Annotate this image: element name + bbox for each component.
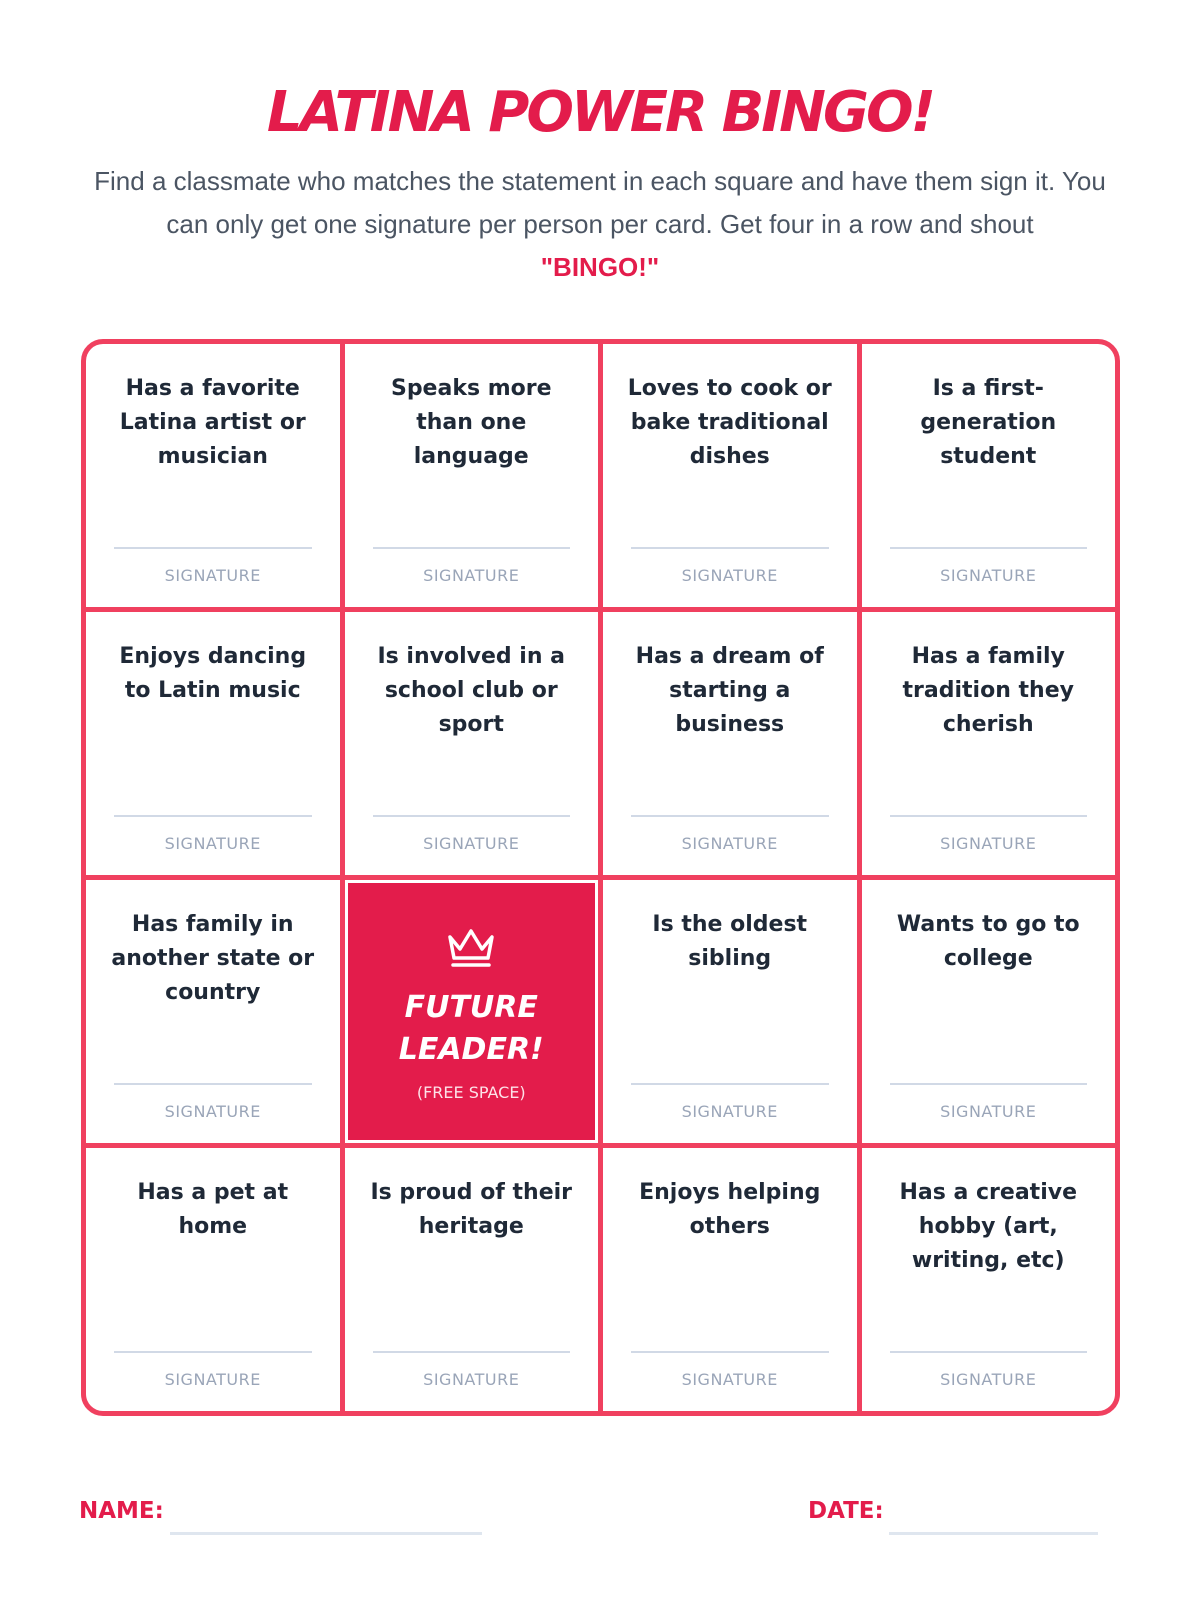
bingo-cell[interactable] [603, 612, 857, 875]
signature-line[interactable] [114, 1083, 312, 1085]
bingo-cell[interactable] [86, 1148, 340, 1411]
cell-prompt: Has a pet at home [137, 1180, 289, 1239]
signature-label: SIGNATURE [423, 834, 520, 853]
signature-label: SIGNATURE [164, 1370, 261, 1389]
name-label: NAME: [79, 1498, 164, 1524]
cell-prompt: Enjoys dancing to Latin music [119, 644, 307, 703]
signature-line[interactable] [631, 1351, 829, 1353]
signature-line[interactable] [373, 815, 571, 817]
signature-line[interactable] [631, 1083, 829, 1085]
signature-label: SIGNATURE [940, 834, 1037, 853]
signature-line[interactable] [114, 1351, 312, 1353]
bingo-cell[interactable] [862, 344, 1116, 607]
page-title: LATINA POWER BINGO! [266, 80, 934, 145]
free-space-subtitle: (FREE SPACE) [416, 1083, 526, 1102]
cell-prompt: Has a favorite Latina artist or musician [119, 376, 306, 469]
cell-prompt: Has a dream of starting a business [635, 644, 824, 737]
bingo-cell[interactable] [603, 1148, 857, 1411]
cell-prompt: Has a family tradition they cherish [902, 644, 1074, 737]
bingo-cell[interactable] [345, 344, 599, 607]
cell-prompt: Loves to cook or bake traditional dishes [627, 376, 832, 469]
cell-prompt: Enjoys helping others [639, 1180, 821, 1239]
cell-prompt: Is proud of their heritage [370, 1180, 573, 1239]
cell-prompt: Is the oldest sibling [652, 912, 808, 971]
signature-label: SIGNATURE [164, 566, 261, 585]
signature-label: SIGNATURE [940, 1102, 1037, 1121]
signature-line[interactable] [890, 547, 1088, 549]
cell-prompt: Has family in another state or country [111, 912, 315, 1005]
instructions-text: Find a classmate who matches the statement in each square and have them sign it. You can only get one signature per person per card. Get four in a row and shout [94, 166, 1106, 239]
signature-label: SIGNATURE [940, 566, 1037, 585]
name-field[interactable] [170, 1532, 482, 1535]
signature-label: SIGNATURE [164, 834, 261, 853]
signature-line[interactable] [373, 1351, 571, 1353]
bingo-cell[interactable] [603, 880, 857, 1143]
signature-label: SIGNATURE [681, 1370, 778, 1389]
date-field[interactable] [889, 1532, 1098, 1535]
instructions [80, 160, 1120, 289]
signature-line[interactable] [890, 1351, 1088, 1353]
free-space-title: FUTURE LEADER! [398, 990, 544, 1067]
signature-label: SIGNATURE [423, 1370, 520, 1389]
signature-line[interactable] [114, 815, 312, 817]
cell-prompt: Has a creative hobby (art, writing, etc) [899, 1180, 1077, 1273]
cell-prompt: Is a first-generation student [920, 376, 1057, 469]
bingo-cell[interactable] [862, 1148, 1116, 1411]
bingo-cell[interactable] [603, 344, 857, 607]
signature-line[interactable] [114, 547, 312, 549]
signature-label: SIGNATURE [423, 566, 520, 585]
cell-prompt: Wants to go to college [896, 912, 1080, 971]
signature-line[interactable] [373, 547, 571, 549]
bingo-cell[interactable] [86, 880, 340, 1143]
free-space-cell [345, 880, 599, 1143]
date-label: DATE: [808, 1498, 884, 1524]
signature-label: SIGNATURE [681, 566, 778, 585]
signature-label: SIGNATURE [164, 1102, 261, 1121]
signature-line[interactable] [890, 1083, 1088, 1085]
signature-label: SIGNATURE [940, 1370, 1037, 1389]
signature-line[interactable] [631, 815, 829, 817]
bingo-cell[interactable] [345, 1148, 599, 1411]
signature-label: SIGNATURE [681, 834, 778, 853]
signature-line[interactable] [890, 815, 1088, 817]
bingo-cell[interactable] [345, 612, 599, 875]
bingo-cell[interactable] [862, 880, 1116, 1143]
bingo-cell[interactable] [86, 344, 340, 607]
signature-label: SIGNATURE [681, 1102, 778, 1121]
bingo-board [81, 339, 1120, 1416]
bingo-cell[interactable] [86, 612, 340, 875]
cell-prompt: Speaks more than one language [390, 376, 552, 469]
signature-line[interactable] [631, 547, 829, 549]
bingo-shout: "BINGO!" [540, 252, 660, 282]
crown-icon [445, 925, 497, 969]
cell-prompt: Is involved in a school club or sport [377, 644, 565, 737]
bingo-cell[interactable] [862, 612, 1116, 875]
